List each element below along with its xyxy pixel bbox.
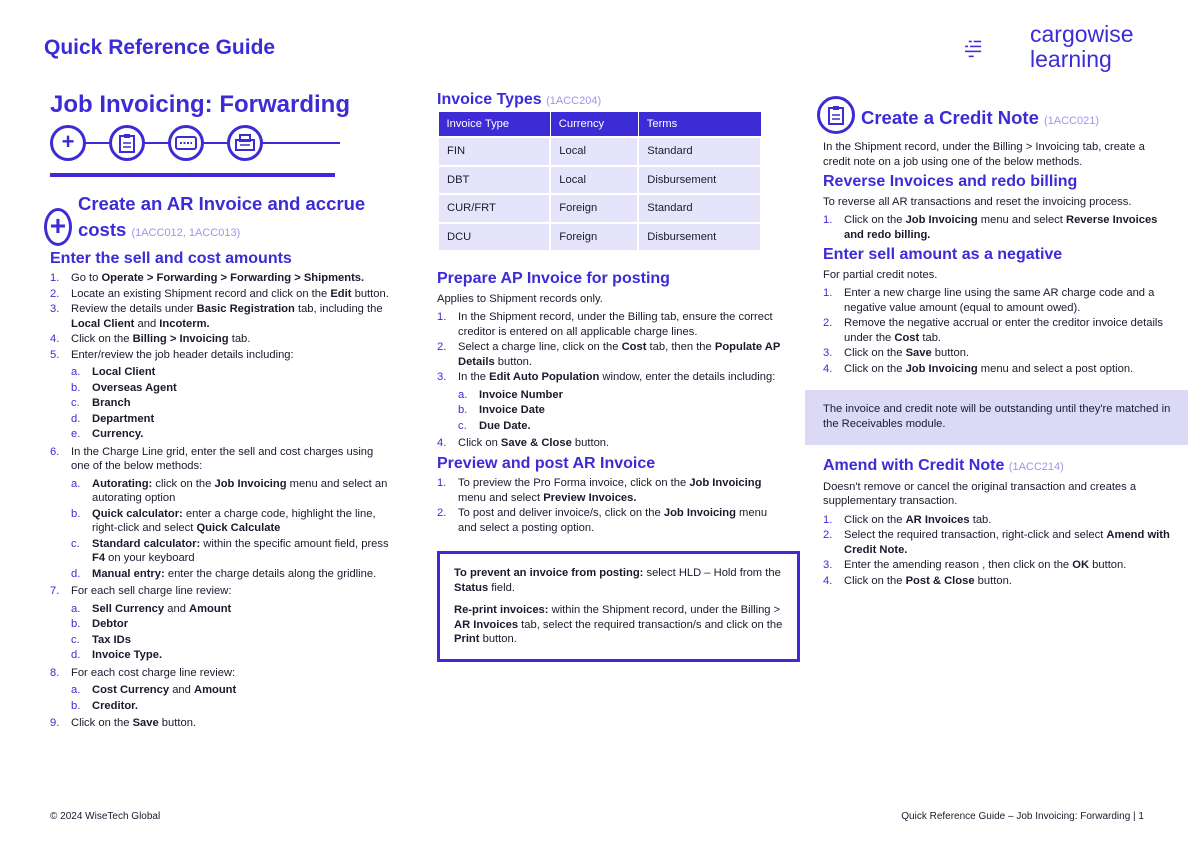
step-number: 5. [50,348,60,361]
page-title: Job Invoicing: Forwarding [50,91,350,118]
sub-text: Invoice Number [479,388,563,401]
list-item [823,558,1170,573]
list-item [823,574,1170,589]
sub-letter: d. [71,412,81,425]
step-number: 4. [50,333,60,345]
clipboard-icon [109,125,145,161]
section-ref: (1ACC012, 1ACC013) [131,226,241,239]
list-item [437,370,782,433]
credit-intro: In the Shipment record, under the Billing > Invoicing tab, create a credit note on a job using one of the below methods. [823,141,1145,168]
sub-letter: c. [458,419,467,432]
sub-text: Overseas Agent [92,381,177,394]
sub-list [71,683,390,713]
step-number: 4. [823,362,833,375]
step-text: In the Shipment record, under the Billing tab, ensure the correct creditor is entered on all applicable charge lines. [458,311,773,338]
sub-text: Due Date. [479,419,531,432]
step-number: 1. [437,477,447,489]
credit-note-ref: (1ACC021) [1044,115,1100,127]
amend-ref: (1ACC214) [1008,461,1064,473]
sub-letter: a. [71,602,81,615]
step-text: Review the details under Basic Registration tab, including the Local Client and Incoterm. [71,303,383,330]
list-item [50,584,390,663]
sub-list-item [71,477,390,506]
step-text: Locate an existing Shipment record and click on the Edit button. [71,287,389,300]
step-number: 3. [50,303,60,315]
sub-text: Manual entry: enter the charge details along the gridline. [92,567,377,580]
header-title: Quick Reference Guide [44,36,276,59]
ap-invoice-title: Prepare AP Invoice for posting [437,270,670,287]
keyboard-icon [168,125,204,161]
table-row [438,166,761,195]
list-item [50,271,390,286]
sub-list [71,477,390,582]
amend-intro: Doesn't remove or cancel the original transaction and creates a supplementary transaction. [823,480,1137,507]
step-text: Enter the amending reason , then click on the OK button. [844,559,1127,571]
step-text: For each cost charge line review: [71,666,236,679]
list-item [50,716,390,731]
column-header: Invoice Type [438,111,550,137]
sub-list-item [71,537,390,566]
invoice-types-title-text: Invoice Types [437,91,542,108]
icon-row [50,123,390,163]
sub-list-item [71,633,390,648]
step-text: Click on the AR Invoices tab. [844,513,992,526]
amend-title [823,459,1170,475]
steps-list-preview [437,476,782,535]
list-item [50,348,390,442]
sub-letter: a. [71,366,81,378]
note-reprint: Re-print invoices: within the Shipment record, under the Billing > AR Invoices tab, select the required transaction/s and click on the Print button. [454,604,783,645]
sub-list-item [71,617,390,632]
sub-text: Currency. [92,428,144,440]
list-item [823,362,1170,377]
step-number: 7. [50,585,60,597]
step-number: 9. [50,717,60,729]
sub-list-item [71,412,390,427]
list-item [823,286,1170,315]
table-cell: Disbursement [638,166,761,195]
step-text: Click on the Save button. [71,717,197,729]
step-number: 4. [823,574,833,587]
reverse-intro: To reverse all AR transactions and reset the invoicing process. [823,195,1132,208]
footer-page-info: Quick Reference Guide – Job Invoicing: Forwarding | 1 [901,811,1144,822]
sub-text: Debtor [92,618,129,630]
table-row [438,137,761,166]
section-title-text: Create an AR Invoice and accrue costs [77,192,366,240]
list-item [50,445,390,582]
sub-list-item [71,648,390,663]
sub-list [458,388,782,434]
logo-line2: learning [1030,46,1112,72]
section-header-credit-note [823,96,1170,134]
step-number: 1. [823,287,833,299]
sub-text: Standard calculator: within the specific amount field, press F4 on your keyboard [92,537,389,564]
table-cell: Foreign [550,194,638,223]
step-text: Click on the Save button. [844,347,970,359]
sub-text: Local Client [92,366,156,378]
sub-letter: a. [71,684,81,696]
section-title-create-ar [78,191,390,246]
list-item [823,346,1170,361]
table-cell: DCU [438,223,550,252]
sub-list-item [71,507,390,536]
step-number: 1. [823,214,833,226]
step-text: Go to Operate > Forwarding > Forwarding > Shipments. [71,272,365,284]
step-text: Click on the Job Invoicing menu and select Reverse Invoices and redo billing. [844,214,1158,241]
sub-text: Department [92,412,155,425]
ap-intro: Applies to Shipment records only. [437,292,603,305]
table-cell: Foreign [550,223,638,252]
sub-list-item [71,602,390,617]
column-2 [437,93,782,662]
list-item [437,476,782,505]
list-item [50,666,390,714]
step-text: Select the required transaction, right-click and select Amend with Credit Note. [844,529,1170,556]
sub-text: Creditor. [92,699,139,712]
sub-text: Tax IDs [92,633,131,646]
column-header: Currency [550,111,638,137]
list-item [50,302,390,331]
table-row [438,223,761,252]
list-item [823,213,1170,242]
table-cell: Local [550,137,638,166]
plus-icon: + [44,208,72,246]
sub-letter: a. [458,388,468,401]
section-header-create-ar [50,191,390,246]
sub-text: Quick calculator: enter a charge code, highlight the line, right-click and select Quick Calculate [92,507,376,534]
step-number: 1. [823,513,833,526]
table-cell: Standard [638,137,761,166]
sub-list-item [71,396,390,411]
sub-list [71,365,390,442]
table-cell: Disbursement [638,223,761,252]
cargowise-logo-icon [965,22,1027,78]
step-number: 8. [50,666,60,679]
step-text: Enter/review the job header details including: [71,348,294,361]
steps-list-reverse [823,213,1170,242]
steps-list-amend [823,513,1170,589]
sub-list-item [71,381,390,396]
table-cell: CUR/FRT [438,194,550,223]
list-item [437,436,782,451]
preview-post-title: Preview and post AR Invoice [437,454,656,472]
step-number: 6. [50,445,60,458]
negative-intro: For partial credit notes. [823,268,938,281]
step-text: To post and deliver invoice/s, click on the Job Invoicing menu and select a posting option. [458,507,768,534]
step-number: 2. [437,341,447,353]
table-cell: Standard [638,194,761,223]
table-cell: Local [550,166,638,195]
sub-letter: b. [71,699,81,712]
note-prevent-posting: To prevent an invoice from posting: select HLD – Hold from the Status field. [454,567,781,594]
list-item [823,513,1170,528]
step-number: 2. [50,287,60,300]
step-text: To preview the Pro Forma invoice, click on the Job Invoicing menu and select Preview Invoices. [458,477,762,504]
step-number: 4. [437,437,447,449]
title-underline [50,173,335,177]
sub-list [71,602,390,663]
steps-list-ap [437,310,782,451]
sub-text: Invoice Type. [92,649,163,661]
sub-letter: b. [458,404,468,416]
sub-text: Invoice Date [479,404,545,416]
sub-letter: b. [71,618,81,630]
sub-list-item [458,388,782,403]
sub-text: Autorating: click on the Job Invoicing menu and select an autorating option [92,477,388,504]
invoice-types-table [437,111,762,253]
sub-letter: b. [71,381,81,394]
logo-text [1030,22,1134,72]
list-item [437,340,782,369]
amend-title-text: Amend with Credit Note [823,457,1005,474]
sub-letter: d. [71,567,81,580]
table-cell: DBT [438,166,550,195]
step-number: 3. [823,559,833,571]
negative-title: Enter sell amount as a negative [823,246,1063,263]
logo-line1: cargowise [1030,21,1134,47]
list-item [437,506,782,535]
step-text: In the Edit Auto Population window, enter the details including: [458,371,776,383]
sub-letter: c. [71,397,80,409]
table-row [438,194,761,223]
sub-list-item [71,365,390,380]
table-header-row [438,111,761,137]
step-number: 2. [823,529,833,541]
sub-list-item [458,419,782,434]
step-number: 1. [437,311,447,323]
step-number: 3. [823,347,833,359]
column-1 [49,91,390,732]
step-text: Click on Save & Close button. [458,437,610,449]
sub-list-item [71,427,390,442]
subsection-title-sell-cost: Enter the sell and cost amounts [50,249,292,267]
sub-letter: c. [71,633,80,646]
invoice-types-title [437,93,782,109]
step-number: 2. [437,507,447,519]
column-header: Terms [638,111,761,137]
table-cell: FIN [438,137,550,166]
column-3 [823,96,1170,589]
step-text: For each sell charge line review: [71,585,232,597]
sub-letter: a. [71,477,81,490]
reverse-title: Reverse Invoices and redo billing [823,173,1078,190]
step-number: 3. [437,371,447,383]
outstanding-note: The invoice and credit note will be outstanding until they're matched in the Receivables module. [805,390,1188,445]
sub-list-item [71,683,390,698]
sub-letter: b. [71,507,81,520]
list-item [50,287,390,302]
sub-letter: c. [71,537,80,550]
sub-letter: e. [71,428,81,440]
step-text: Remove the negative accrual or enter the creditor invoice details under the Cost tab. [844,317,1164,344]
list-item [823,316,1170,345]
sub-list-item [71,567,390,582]
list-item [437,310,782,339]
sub-list-item [71,699,390,714]
step-text: Click on the Billing > Invoicing tab. [71,333,251,345]
invoice-types-ref: (1ACC204) [546,95,602,107]
sub-letter: d. [71,649,81,661]
step-text: Click on the Post & Close button. [844,574,1012,587]
footer-copyright: © 2024 WiseTech Global [50,811,161,822]
steps-list-negative [823,286,1170,376]
sub-text: Sell Currency and Amount [92,602,232,615]
sub-list-item [458,403,782,418]
step-text: Click on the Job Invoicing menu and select a post option. [844,362,1134,375]
list-item [823,528,1170,557]
sub-text: Branch [92,397,131,409]
credit-note-title [861,105,1099,134]
step-text: In the Charge Line grid, enter the sell and cost charges using one of the below methods: [71,445,374,472]
plus-icon: + [50,125,86,161]
note-box [437,551,800,662]
sub-text: Cost Currency and Amount [92,684,237,696]
list-item [50,332,390,347]
step-number: 1. [50,272,60,284]
step-text: Select a charge line, click on the Cost tab, then the Populate AP Details button. [458,341,781,368]
printer-icon [227,125,263,161]
step-text: Enter a new charge line using the same AR charge code and a negative value amount (equal to amount owed). [844,287,1155,314]
credit-note-title-text: Create a Credit Note [861,107,1039,128]
step-number: 2. [823,317,833,329]
steps-list-sell-cost [50,271,390,731]
clipboard-icon [817,96,855,134]
